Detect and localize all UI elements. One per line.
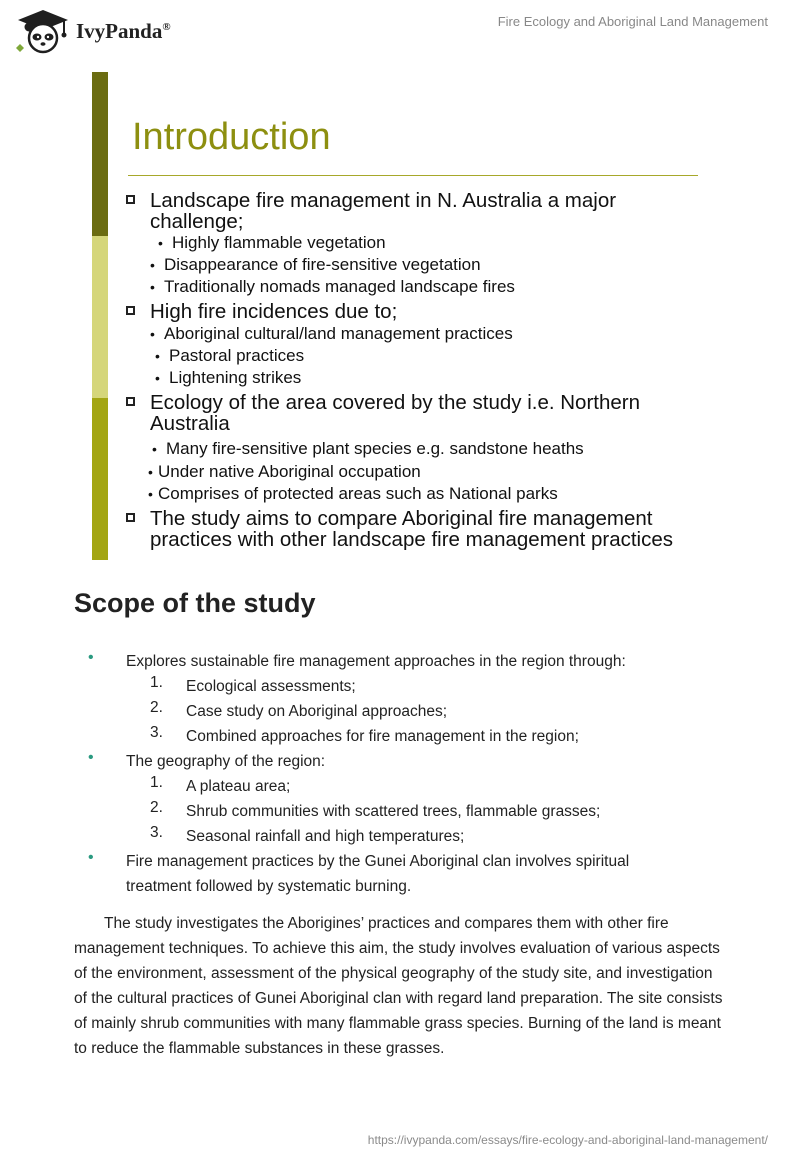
introduction-slide bbox=[92, 72, 712, 562]
square-bullet-icon bbox=[126, 306, 135, 315]
bullet-dot-icon: • bbox=[88, 849, 94, 866]
slide-sub-bullet: • Comprises of protected areas such as National parks bbox=[148, 484, 558, 503]
slide-sub-bullet: • Disappearance of fire-sensitive vegetation bbox=[150, 255, 481, 274]
slide-accent-bar-mid bbox=[92, 398, 108, 560]
slide-sub-bullet: • Many fire-sensitive plant species e.g. sandstone heaths bbox=[152, 439, 584, 458]
slide-bullet: High fire incidences due to; bbox=[126, 301, 397, 322]
slide-sub-bullet: • Under native Aboriginal occupation bbox=[148, 462, 421, 481]
square-bullet-icon bbox=[126, 397, 135, 406]
brand-name: IvyPanda® bbox=[76, 18, 171, 43]
square-bullet-icon bbox=[126, 513, 135, 522]
title-divider bbox=[128, 175, 698, 176]
slide-title: Introduction bbox=[132, 116, 331, 158]
slide-sub-bullet: • Traditionally nomads managed landscape fires bbox=[150, 277, 515, 296]
slide-sub-bullet: • Pastoral practices bbox=[155, 346, 305, 365]
square-bullet-icon bbox=[126, 195, 135, 204]
slide-bullet: Ecology of the area covered by the study i.e. Northern Australia bbox=[126, 392, 640, 434]
document-title: Fire Ecology and Aboriginal Land Management bbox=[497, 14, 768, 29]
slide-bullet: Landscape fire management in N. Australia a major challenge; bbox=[126, 190, 616, 232]
section-heading: Scope of the study bbox=[74, 588, 316, 618]
body-paragraph: The study investigates the Aborigines’ practices and compares them with other fire management techniques. To achieve this aim, the study involves evaluation of various aspects of the environment, assessment of the physical geography of the study site, and investigation of the cultural practices of Gunei Aboriginal clan with regard land preparation. The site consists of mainly shrub communities with many flammable grass species. Burning of the land is meant to reduce the flammable substances in these grasses. bbox=[74, 915, 723, 1057]
panda-graduate-icon bbox=[14, 8, 72, 54]
bullet-dot-icon: • bbox=[88, 749, 94, 766]
slide-sub-bullet: • Highly flammable vegetation bbox=[158, 233, 386, 252]
slide-sub-bullet: • Aboriginal cultural/land management practices bbox=[150, 324, 513, 343]
source-url-link[interactable]: https://ivypanda.com/essays/fire-ecology-and-aboriginal-land-management/ bbox=[367, 1133, 768, 1147]
page-header bbox=[0, 0, 800, 60]
bullet-dot-icon: • bbox=[88, 649, 94, 666]
slide-accent-bar-light bbox=[92, 236, 108, 398]
slide-accent-bar-dark bbox=[92, 72, 108, 236]
slide-sub-bullet: • Lightening strikes bbox=[155, 368, 302, 387]
ivypanda-logo[interactable] bbox=[14, 8, 171, 54]
slide-bullet: The study aims to compare Aboriginal fire management practices with other landscape fire management practices bbox=[126, 508, 673, 550]
